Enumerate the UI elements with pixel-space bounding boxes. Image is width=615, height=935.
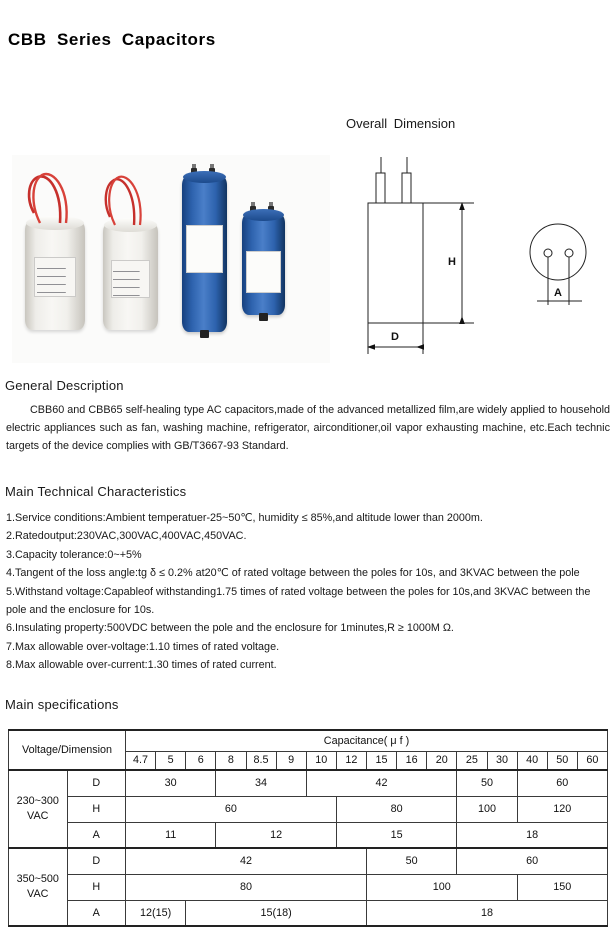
voltage-cell: 350~500 VAC bbox=[9, 848, 68, 926]
white-capacitor-small bbox=[103, 222, 158, 330]
capacitance-value-header: 50 bbox=[547, 751, 577, 770]
spec-value-cell: 18 bbox=[367, 900, 608, 926]
spec-value-cell: 15(18) bbox=[186, 900, 367, 926]
capacitance-value-header: 20 bbox=[427, 751, 457, 770]
capacitance-value-header: 9 bbox=[276, 751, 306, 770]
voltage-cell: 230~300 VAC bbox=[9, 770, 68, 848]
capacitor-label bbox=[246, 251, 281, 293]
spec-value-cell: 18 bbox=[457, 822, 608, 848]
capacitance-value-header: 40 bbox=[517, 751, 547, 770]
capacitance-value-header: 10 bbox=[306, 751, 336, 770]
spec-value-cell: 12 bbox=[216, 822, 337, 848]
white-capacitor-large bbox=[25, 220, 85, 330]
characteristic-item: 2.Ratedoutput:230VAC,300VAC,400VAC,450VAC. bbox=[6, 530, 247, 543]
characteristic-item: 4.Tangent of the loss angle:tg δ ≤ 0.2% at20℃ of rated voltage between the poles for 10s, and 3KVAC between the pole bbox=[6, 567, 580, 580]
blue-capacitor-short bbox=[242, 213, 285, 315]
red-wire bbox=[20, 169, 92, 227]
spec-value-cell: 80 bbox=[336, 796, 457, 822]
dim-label-d: D bbox=[391, 331, 399, 343]
spec-value-cell: 42 bbox=[306, 770, 457, 796]
spec-value-cell: 60 bbox=[457, 848, 608, 874]
capacitor-label bbox=[186, 225, 223, 273]
spec-value-cell: 42 bbox=[126, 848, 367, 874]
capacitor-top bbox=[243, 209, 283, 221]
spec-value-cell: 15 bbox=[336, 822, 457, 848]
capacitance-header: Capacitance( μ f ) bbox=[126, 730, 608, 751]
dimension-drawing-top-view bbox=[508, 205, 612, 312]
dimension-label-cell: D bbox=[67, 770, 126, 796]
characteristic-item: 8.Max allowable over-current:1.30 times of rated current. bbox=[6, 659, 277, 672]
spec-value-cell: 50 bbox=[457, 770, 517, 796]
spec-value-cell: 34 bbox=[216, 770, 306, 796]
capacitance-value-header: 8 bbox=[216, 751, 246, 770]
spec-value-cell: 12(15) bbox=[126, 900, 186, 926]
red-wire bbox=[98, 173, 164, 229]
overall-dimension-heading: Overall Dimension bbox=[346, 116, 456, 131]
dimension-label-cell: H bbox=[67, 874, 126, 900]
spec-value-cell: 60 bbox=[126, 796, 337, 822]
spec-value-cell: 60 bbox=[517, 770, 607, 796]
capacitor-label bbox=[34, 257, 76, 297]
blue-capacitor-tall bbox=[182, 175, 227, 332]
capacitance-value-header: 30 bbox=[487, 751, 517, 770]
characteristic-item: 3.Capacity tolerance:0~+5% bbox=[6, 548, 142, 561]
spec-value-cell: 120 bbox=[517, 796, 607, 822]
capacitor-top bbox=[183, 171, 225, 183]
dimension-label-cell: H bbox=[67, 796, 126, 822]
technical-characteristics-heading: Main Technical Characteristics bbox=[5, 484, 187, 499]
spec-value-cell: 30 bbox=[126, 770, 216, 796]
product-photo bbox=[12, 155, 330, 363]
capacitance-value-header: 15 bbox=[367, 751, 397, 770]
capacitance-value-header: 12 bbox=[336, 751, 366, 770]
capacitance-value-header: 8.5 bbox=[246, 751, 276, 770]
capacitance-value-header: 5 bbox=[156, 751, 186, 770]
dim-label-h: H bbox=[448, 256, 456, 268]
spec-value-cell: 80 bbox=[126, 874, 367, 900]
page-title: CBB Series Capacitors bbox=[8, 30, 216, 49]
capacitor-label bbox=[111, 260, 150, 298]
spec-value-cell: 100 bbox=[367, 874, 518, 900]
spec-value-cell: 11 bbox=[126, 822, 216, 848]
corner-header: Voltage/Dimension bbox=[9, 730, 126, 770]
spec-value-cell: 50 bbox=[367, 848, 457, 874]
bottom-stud bbox=[259, 313, 268, 321]
capacitance-value-header: 16 bbox=[397, 751, 427, 770]
capacitance-value-header: 60 bbox=[577, 751, 607, 770]
dim-label-a: A bbox=[554, 287, 562, 299]
technical-characteristics-list bbox=[6, 509, 610, 675]
dimension-label-cell: A bbox=[67, 822, 126, 848]
characteristic-item: 5.Withstand voltage:Capableof withstanding1.75 times of rated voltage between the poles for 10s,and 3KVAC between the pole and the enclosure for 10s. bbox=[6, 585, 591, 617]
dimension-label-cell: D bbox=[67, 848, 126, 874]
characteristic-item: 1.Service conditions:Ambient temperatuer-25~50℃, humidity ≤ 85%,and altitude lower than 2000m. bbox=[6, 512, 483, 524]
capacitance-value-header: 4.7 bbox=[126, 751, 156, 770]
capacitance-value-header: 6 bbox=[186, 751, 216, 770]
specifications-table-wrap bbox=[8, 729, 608, 927]
spec-value-cell: 100 bbox=[457, 796, 517, 822]
dimension-label-cell: A bbox=[67, 900, 126, 926]
specifications-table bbox=[8, 729, 608, 927]
main-specifications-heading: Main specifications bbox=[5, 697, 119, 712]
spec-value-cell: 150 bbox=[517, 874, 607, 900]
dimension-drawing-side-view bbox=[348, 150, 480, 367]
characteristic-item: 7.Max allowable over-voltage:1.10 times of rated voltage. bbox=[6, 640, 280, 653]
general-description-text: CBB60 and CBB65 self-healing type AC capacitors,made of the advanced metallized film,are widely applied to household electric appliances such as fan, washing machine, refrigerator, airconditioner,oil vapor exhausting machine, etc.Each technic targets of the device complies with GB/T3667-93 Standard. bbox=[6, 404, 610, 452]
characteristic-item: 6.Insulating property:500VDC between the pole and the enclosure for 1minutes,R ≥ 1000M Ω. bbox=[6, 622, 454, 635]
capacitance-value-header: 25 bbox=[457, 751, 487, 770]
general-description-heading: General Description bbox=[5, 378, 124, 393]
bottom-stud bbox=[200, 330, 209, 338]
